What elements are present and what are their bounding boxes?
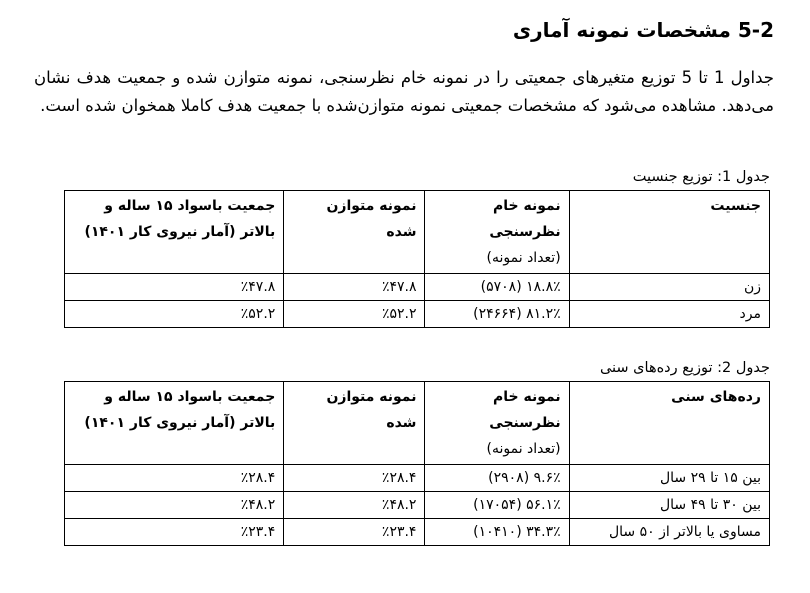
cell-population: ٪۲۸.۴ xyxy=(65,465,284,492)
cell-raw: ۱۸.۸٪ (۵۷۰۸) xyxy=(425,274,569,301)
header-raw xyxy=(425,382,569,465)
cell-balanced: ٪۲۸.۴ xyxy=(284,465,425,492)
header-balanced: نمونه متوازن شده xyxy=(284,191,425,274)
header-raw-label: نمونه خام نظرسنجی xyxy=(489,198,561,240)
cell-category: زن xyxy=(569,274,769,301)
cell-population: ٪۴۸.۲ xyxy=(65,492,284,519)
age-table xyxy=(64,381,770,546)
cell-category: مساوی یا بالاتر از ۵۰ سال xyxy=(569,519,769,546)
table-header-row xyxy=(65,191,770,274)
cell-balanced: ٪۴۷.۸ xyxy=(284,274,425,301)
header-population: جمعیت باسواد ۱۵ ساله و بالاتر (آمار نیروی کار ۱۴۰۱) xyxy=(65,382,284,465)
cell-population: ٪۴۷.۸ xyxy=(65,274,284,301)
cell-population: ٪۲۳.۴ xyxy=(65,519,284,546)
table-row xyxy=(65,465,770,492)
cell-raw: ۹.۶٪ (۲۹۰۸) xyxy=(425,465,569,492)
header-raw-sub: (تعداد نمونه) xyxy=(486,250,561,266)
header-balanced: نمونه متوازن شده xyxy=(284,382,425,465)
cell-balanced: ٪۵۲.۲ xyxy=(284,301,425,328)
cell-balanced: ٪۲۳.۴ xyxy=(284,519,425,546)
table-row xyxy=(65,519,770,546)
table-header-row xyxy=(65,382,770,465)
intro-paragraph: جداول 1 تا 5 توزیع متغیرهای جمعیتی را در نمونه خام نظرسنجی، نمونه متوازن شده و جمعیت هدف نشان می‌دهد. مشاهده می‌شود که مشخصات جمعیتی نمونه متوازن‌شده با جمعیت هدف کاملا همخوان شده است. xyxy=(34,68,775,115)
header-raw-label: نمونه خام نظرسنجی xyxy=(489,389,561,431)
cell-raw: ۵۶.۱٪ (۱۷۰۵۴) xyxy=(425,492,569,519)
header-category: رده‌های سنی xyxy=(569,382,769,465)
cell-category: بین ۳۰ تا ۴۹ سال xyxy=(569,492,769,519)
cell-raw: ۳۴.۳٪ (۱۰۴۱۰) xyxy=(425,519,569,546)
cell-balanced: ٪۴۸.۲ xyxy=(284,492,425,519)
header-population: جمعیت باسواد ۱۵ ساله و بالاتر (آمار نیروی کار ۱۴۰۱) xyxy=(65,191,284,274)
section-heading: 5-2 مشخصات نمونه آماری xyxy=(512,18,774,42)
cell-category: مرد xyxy=(569,301,769,328)
header-raw-sub: (تعداد نمونه) xyxy=(486,441,561,457)
header-category: جنسیت xyxy=(569,191,769,274)
table-row xyxy=(65,301,770,328)
table2-caption: جدول 2: توزیع رده‌های سنی xyxy=(599,360,770,376)
cell-raw: ۸۱.۲٪ (۲۴۶۶۴) xyxy=(425,301,569,328)
gender-table xyxy=(64,190,770,328)
cell-category: بین ۱۵ تا ۲۹ سال xyxy=(569,465,769,492)
cell-population: ٪۵۲.۲ xyxy=(65,301,284,328)
header-raw xyxy=(425,191,569,274)
table-row xyxy=(65,274,770,301)
table1-caption: جدول 1: توزیع جنسیت xyxy=(632,169,770,185)
table-row xyxy=(65,492,770,519)
